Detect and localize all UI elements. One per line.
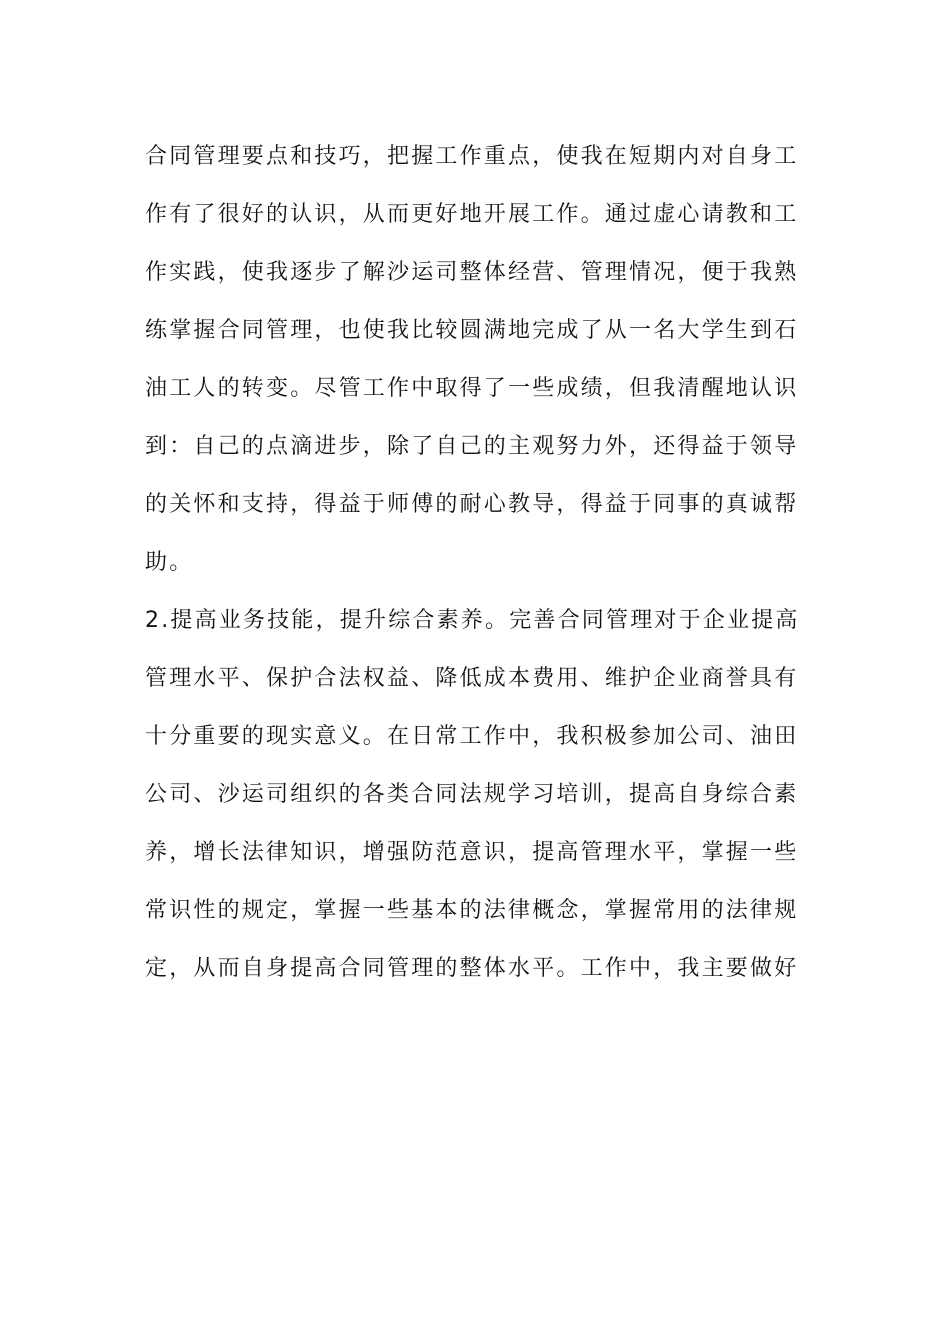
text-line: 练掌握合同管理，也使我比较圆满地完成了从一名大学生到石 bbox=[145, 318, 799, 343]
text-line: 作实践，使我逐步了解沙运司整体经营、管理情况，便于我熟 bbox=[145, 260, 799, 285]
text-line: 十分重要的现实意义。在日常工作中，我积极参加公司、油田 bbox=[145, 724, 799, 749]
text-line: 公司、沙运司组织的各类合同法规学习培训，提高自身综合素 bbox=[145, 782, 799, 807]
document-body bbox=[145, 128, 810, 998]
text-line: 到：自己的点滴进步，除了自己的主观努力外，还得益于领导 bbox=[145, 434, 799, 459]
text-line: 2.提高业务技能，提升综合素养。完善合同管理对于企业提高 bbox=[145, 608, 800, 633]
text-line: 常识性的规定，掌握一些基本的法律概念，掌握常用的法律规 bbox=[145, 898, 799, 923]
text-line: 管理水平、保护合法权益、降低成本费用、维护企业商誉具有 bbox=[145, 666, 799, 691]
text-line: 合同管理要点和技巧，把握工作重点，使我在短期内对自身工 bbox=[145, 144, 799, 169]
text-line: 养，增长法律知识，增强防范意识，提高管理水平，掌握一些 bbox=[145, 840, 799, 865]
text-line: 定，从而自身提高合同管理的整体水平。工作中，我主要做好 bbox=[145, 956, 799, 981]
text-line: 作有了很好的认识，从而更好地开展工作。通过虚心请教和工 bbox=[145, 202, 799, 227]
text-line: 助。 bbox=[145, 550, 194, 575]
text-line: 油工人的转变。尽管工作中取得了一些成绩，但我清醒地认识 bbox=[145, 376, 799, 401]
text-line: 的关怀和支持，得益于师傅的耐心教导，得益于同事的真诚帮 bbox=[145, 492, 799, 517]
